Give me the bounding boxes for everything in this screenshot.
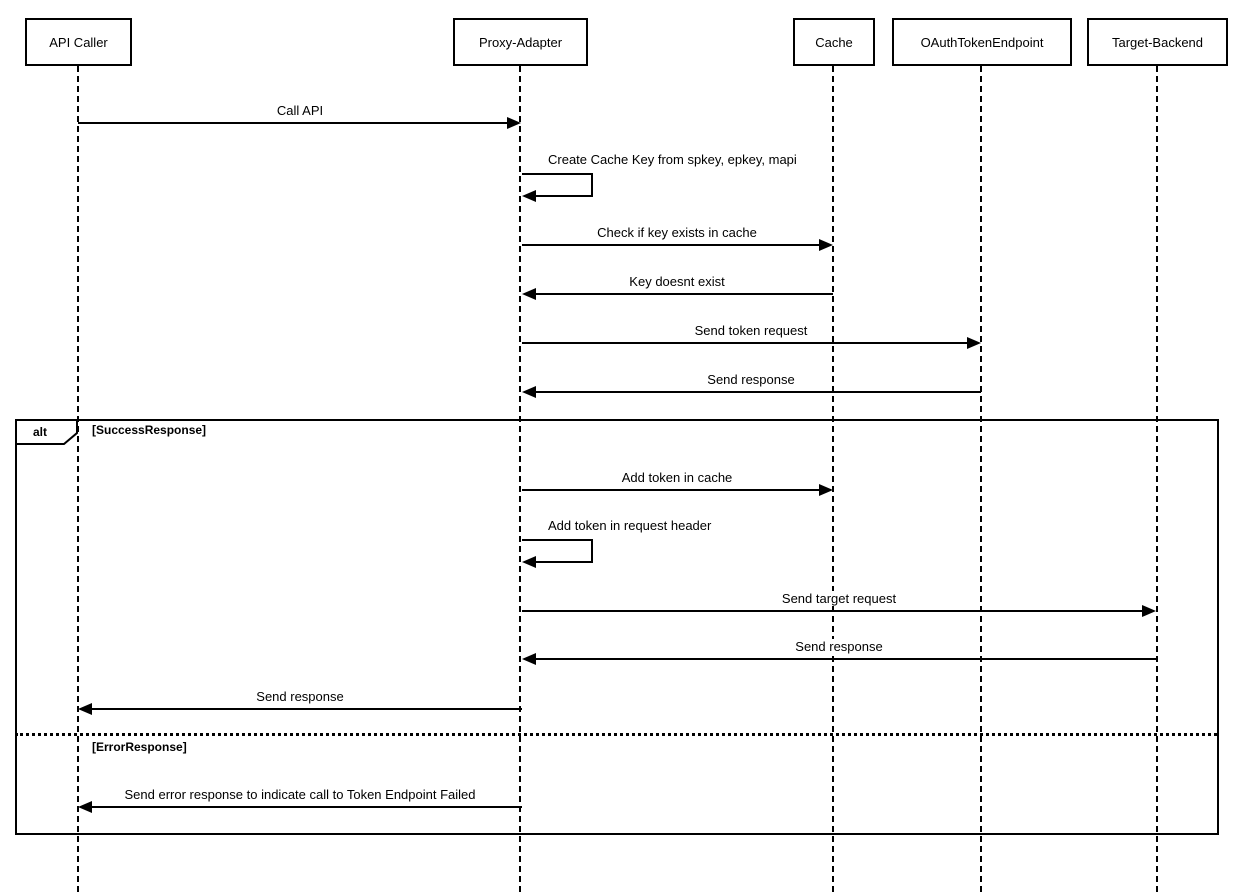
message-label: Send target request bbox=[779, 591, 899, 606]
message-label: Send error response to indicate call to Token Endpoint Failed bbox=[122, 787, 479, 802]
arrowhead-right-icon bbox=[1142, 605, 1156, 617]
message-label: Create Cache Key from spkey, epkey, mapi bbox=[545, 152, 800, 167]
participant-label: API Caller bbox=[49, 34, 108, 50]
self-message-line bbox=[522, 173, 593, 175]
message-label: Check if key exists in cache bbox=[594, 225, 760, 240]
message-line bbox=[90, 806, 522, 808]
participant-target-backend bbox=[1087, 18, 1228, 66]
arrowhead-left-icon bbox=[78, 801, 92, 813]
message-label: Send response bbox=[253, 689, 346, 704]
participant-label: Target-Backend bbox=[1111, 34, 1204, 50]
message-line bbox=[534, 658, 1156, 660]
arrowhead-right-icon bbox=[819, 484, 833, 496]
message-label: Call API bbox=[274, 103, 326, 118]
alt-frame bbox=[15, 419, 1219, 835]
self-message-line bbox=[591, 539, 593, 563]
message-line bbox=[90, 708, 522, 710]
participant-api-caller bbox=[25, 18, 132, 66]
participant-cache bbox=[793, 18, 875, 66]
message-line bbox=[534, 293, 833, 295]
arrowhead-right-icon bbox=[819, 239, 833, 251]
alt-section-divider bbox=[15, 733, 1217, 736]
arrowhead-left-icon bbox=[78, 703, 92, 715]
message-label: Key doesnt exist bbox=[626, 274, 727, 289]
self-message-line bbox=[591, 173, 593, 197]
participant-label: OAuthTokenEndpoint bbox=[920, 34, 1044, 50]
self-message-line bbox=[534, 195, 593, 197]
participant-label: Cache bbox=[815, 34, 853, 50]
message-label: Add token in request header bbox=[545, 518, 714, 533]
participant-proxy-adapter bbox=[453, 18, 588, 66]
participant-label: Proxy-Adapter bbox=[478, 34, 563, 50]
arrowhead-left-icon bbox=[522, 653, 536, 665]
message-line bbox=[522, 342, 969, 344]
message-line bbox=[534, 391, 981, 393]
arrowhead-left-icon bbox=[522, 288, 536, 300]
guard-success-response: [SuccessResponse] bbox=[92, 423, 207, 437]
self-message-line bbox=[534, 561, 593, 563]
arrowhead-left-icon bbox=[522, 556, 536, 568]
message-line bbox=[522, 244, 820, 246]
arrowhead-left-icon bbox=[522, 386, 536, 398]
message-label: Send response bbox=[704, 372, 797, 387]
message-line bbox=[522, 489, 820, 491]
arrowhead-right-icon bbox=[507, 117, 521, 129]
message-label: Send token request bbox=[692, 323, 811, 338]
alt-operator-label: alt bbox=[32, 425, 47, 439]
message-label: Send response bbox=[792, 639, 885, 654]
self-message-line bbox=[522, 539, 593, 541]
message-line bbox=[522, 610, 1144, 612]
participant-oauth-endpoint bbox=[892, 18, 1072, 66]
arrowhead-left-icon bbox=[522, 190, 536, 202]
message-label: Add token in cache bbox=[619, 470, 736, 485]
guard-error-response: [ErrorResponse] bbox=[92, 740, 187, 754]
arrowhead-right-icon bbox=[967, 337, 981, 349]
message-line bbox=[78, 122, 508, 124]
